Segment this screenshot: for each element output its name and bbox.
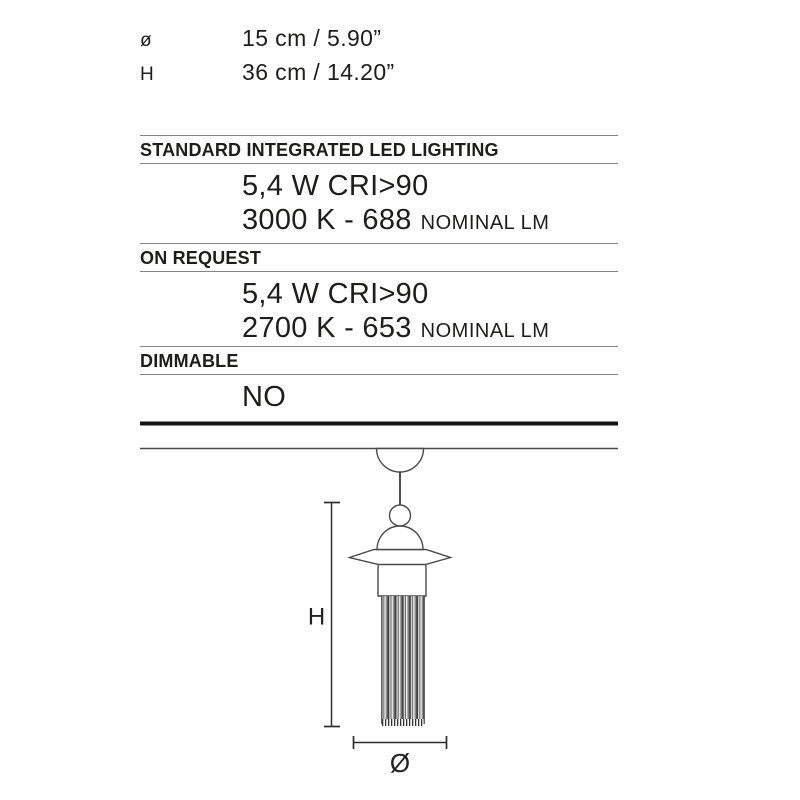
fringe (382, 596, 425, 719)
height-value: 36 cm / 14.20” (242, 59, 395, 85)
spec-value-unit-suffix: NOMINAL LM (420, 319, 550, 342)
diameter-dimension-label: Ø (389, 748, 411, 778)
height-dimension-label: H (307, 603, 326, 631)
height-dimension-line (324, 503, 340, 727)
thick-divider-rule (140, 422, 618, 426)
spec-value-main: 3000 K - 688 (242, 203, 412, 236)
spec-value-main: 5,4 W CRI>90 (242, 170, 429, 202)
spec-value-main: 5,4 W CRI>90 (242, 278, 429, 310)
height-symbol-label: H (140, 64, 155, 85)
section-title-dimmable: DIMMABLE (140, 346, 618, 375)
section-title-on-request: ON REQUEST (140, 243, 618, 272)
diameter-value: 15 cm / 5.90” (242, 25, 382, 51)
shade-dome (377, 526, 423, 550)
canopy-dome (377, 449, 424, 473)
shade-brim (350, 550, 451, 565)
spec-value-main: 2700 K - 653 (242, 311, 412, 344)
spec-value-unit-suffix: NOMINAL LM (420, 211, 550, 234)
diameter-symbol-label: ø (140, 30, 153, 51)
spec-value-main: NO (242, 381, 287, 413)
section-title-standard-led: STANDARD INTEGRATED LED LIGHTING (140, 135, 618, 164)
sphere-detail (390, 505, 411, 526)
